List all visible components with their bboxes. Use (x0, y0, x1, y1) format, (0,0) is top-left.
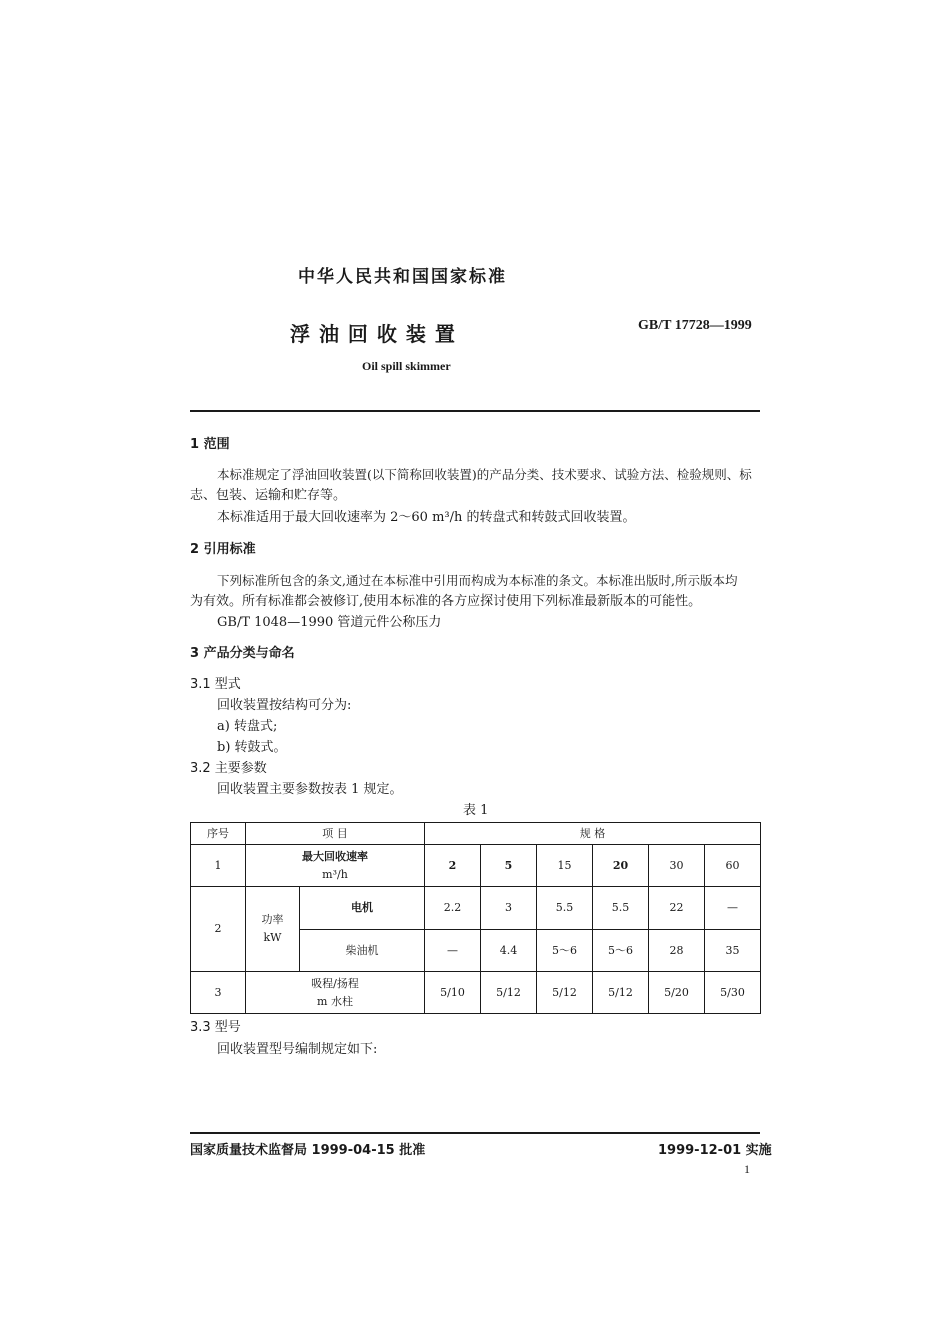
section-3-1-paragraph: 回收装置按结构可分为: (217, 698, 352, 713)
document-title-en: Oil spill skimmer (362, 359, 451, 373)
cell-line: 吸程/扬程 (311, 976, 359, 990)
table-cell: — (425, 930, 481, 972)
table-cell: 28 (649, 930, 705, 972)
section-2-reference: GB/T 1048—1990 管道元件公称压力 (217, 615, 442, 630)
table-cell: 5～6 (537, 930, 593, 972)
section-2-paragraph-line: 下列标准所包含的条文,通过在本标准中引用而构成为本标准的条文。本标准出版时,所示版本均 (217, 573, 738, 588)
table-cell: 5/12 (481, 972, 537, 1014)
section-3-2-heading: 3.2 主要参数 (190, 761, 267, 776)
table-cell: 5/12 (593, 972, 649, 1014)
table-cell: 22 (649, 887, 705, 930)
header-cell-spec: 规 格 (425, 823, 761, 845)
table-header-row (191, 823, 761, 845)
table-row (191, 845, 761, 887)
table-cell: 5/10 (425, 972, 481, 1014)
section-3-3-paragraph: 回收装置型号编制规定如下: (217, 1042, 378, 1057)
header-divider (190, 410, 760, 412)
table-cell: 2 (425, 845, 481, 887)
section-3-3-heading: 3.3 型号 (190, 1020, 241, 1035)
table-cell: 5/20 (649, 972, 705, 1014)
section-2-heading: 2 引用标准 (190, 542, 256, 557)
section-3-1-heading: 3.1 型式 (190, 677, 241, 692)
national-standard-heading: 中华人民共和国国家标准 (298, 267, 507, 287)
table-cell (246, 845, 425, 887)
section-1-paragraph-line: 本标准规定了浮油回收装置(以下简称回收装置)的产品分类、技术要求、试验方法、检验规则、标 (217, 467, 752, 482)
table-cell (246, 972, 425, 1014)
section-3-heading: 3 产品分类与命名 (190, 646, 295, 661)
implementation-line: 1999-12-01 实施 (658, 1143, 772, 1158)
table-cell: 2.2 (425, 887, 481, 930)
table-cell: 5/30 (705, 972, 761, 1014)
parameters-table (190, 822, 761, 1014)
table-cell (246, 887, 300, 972)
table-cell: 电机 (300, 887, 425, 930)
table-cell: 3 (481, 887, 537, 930)
cell-line: m³/h (322, 867, 348, 881)
table-cell: 3 (191, 972, 246, 1014)
table-cell: 5.5 (537, 887, 593, 930)
footer-divider (190, 1132, 760, 1134)
cell-line: m 水柱 (317, 994, 353, 1008)
table-cell: 5/12 (537, 972, 593, 1014)
table-cell: 5～6 (593, 930, 649, 972)
table-cell: 柴油机 (300, 930, 425, 972)
list-item: b) 转鼓式。 (217, 740, 287, 755)
table-cell: 1 (191, 845, 246, 887)
table-cell: 20 (593, 845, 649, 887)
header-cell-item: 项 目 (246, 823, 425, 845)
table-cell: 4.4 (481, 930, 537, 972)
table-cell: — (705, 887, 761, 930)
cell-line: kW (263, 931, 282, 944)
section-1-paragraph-line: 志、包装、运输和贮存等。 (190, 488, 347, 503)
section-2-paragraph-line: 为有效。所有标准都会被修订,使用本标准的各方应探讨使用下列标准最新版本的可能性。 (190, 594, 702, 609)
table-cell: 60 (705, 845, 761, 887)
section-3-2-paragraph: 回收装置主要参数按表 1 规定。 (217, 782, 403, 797)
table-cell: 30 (649, 845, 705, 887)
table-row (191, 972, 761, 1014)
document-title-cn: 浮 油 回 收 装 置 (290, 322, 456, 346)
page-number: 1 (744, 1162, 750, 1176)
list-item: a) 转盘式; (217, 719, 278, 734)
table-cell: 15 (537, 845, 593, 887)
section-1-heading: 1 范围 (190, 437, 230, 452)
table-caption: 表 1 (463, 803, 489, 818)
cell-line: 最大回收速率 (302, 849, 368, 863)
cell-line: 功率 (261, 913, 284, 926)
table-cell: 35 (705, 930, 761, 972)
table-cell: 5.5 (593, 887, 649, 930)
standard-code: GB/T 17728—1999 (638, 318, 752, 333)
header-cell-no: 序号 (191, 823, 246, 845)
table-cell: 2 (191, 887, 246, 972)
table-row (191, 887, 761, 930)
section-1-scope-paragraph: 本标准适用于最大回收速率为 2～60 m³/h 的转盘式和转鼓式回收装置。 (217, 510, 636, 525)
approval-line: 国家质量技术监督局 1999-04-15 批准 (190, 1143, 426, 1158)
table-cell: 5 (481, 845, 537, 887)
